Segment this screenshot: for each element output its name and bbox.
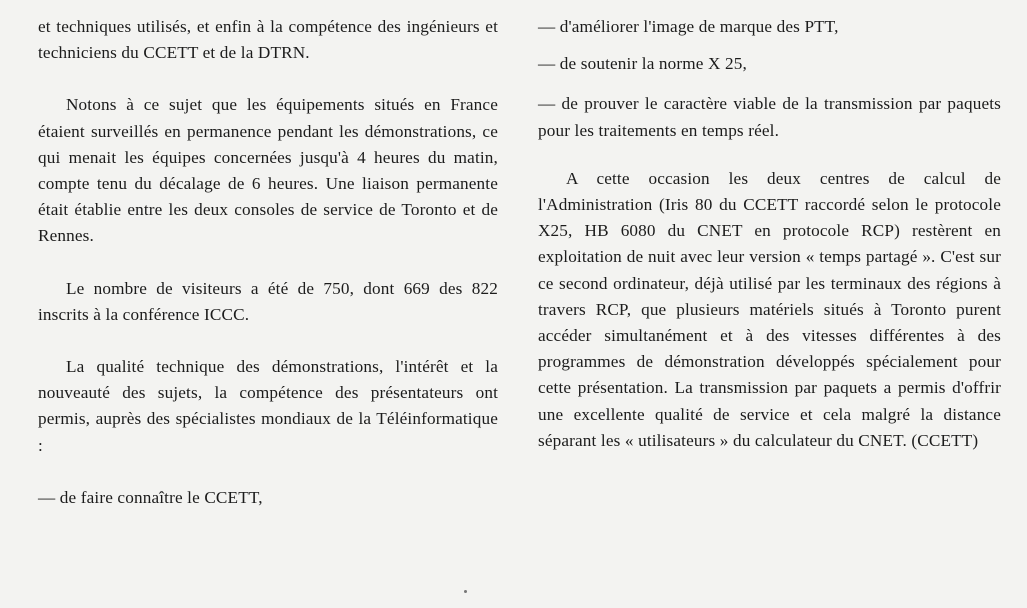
paragraph-continuation: et techniques utilisés, et enfin à la compétence des ingénieurs et techniciens du CCETT et de la DTRN. — [38, 17, 498, 63]
bullet-ptt-image: — d'améliorer l'image de marque des PTT, — [538, 17, 839, 36]
bullet-packet-transmission: — de prouver le caractère viable de la transmission par paquets pour les traitements en temps réel. — [538, 94, 1001, 140]
bullet-x25: — de soutenir la norme X 25, — [538, 54, 747, 74]
left-column — [38, 14, 498, 511]
paragraph-monitoring: Notons à ce sujet que les équipements situés en France étaient surveillés en permanence pendant les démonstrations, ce qui menait les équipes concernées jusqu'à 4 heures du matin, compte tenu du décalage de 6 heures. Une liaison permanente était établie entre les deux consoles de service de Toronto et de Rennes. — [38, 95, 498, 246]
print-speck — [464, 590, 467, 593]
right-column — [538, 14, 1001, 454]
paragraph-computing-centres: A cette occasion les deux centres de calcul de l'Administration (Iris 80 du CCETT raccordé selon le protocole X25, HB 6080 du CNET en protocole RCP) restèrent en exploitation de nuit avec leur version « temps partagé ». C'est sur ce second ordinateur, déjà utilisé par les terminaux des régions à travers RCP, que plusieurs matériels situés à Toronto purent accéder simultanément et à des vitesses différentes à des programmes de démonstration développés spécialement pour cette présentation. La transmission par paquets a permis d'offrir une excellente qualité de service et cela malgré la distance séparant les « utilisateurs » du calculateur du CNET. (CCETT) — [538, 168, 1001, 450]
paragraph-quality: La qualité technique des démonstrations, l'intérêt et la nouveauté des sujets, la compétence des présentateurs ont permis, auprès des spécialistes mondiaux de la Téléinformatique : — [38, 357, 498, 455]
paragraph-visitors: Le nombre de visiteurs a été de 750, dont 669 des 822 inscrits à la conférence ICCC. — [38, 278, 498, 324]
bullet-ccett: — de faire connaître le CCETT, — [38, 487, 263, 507]
